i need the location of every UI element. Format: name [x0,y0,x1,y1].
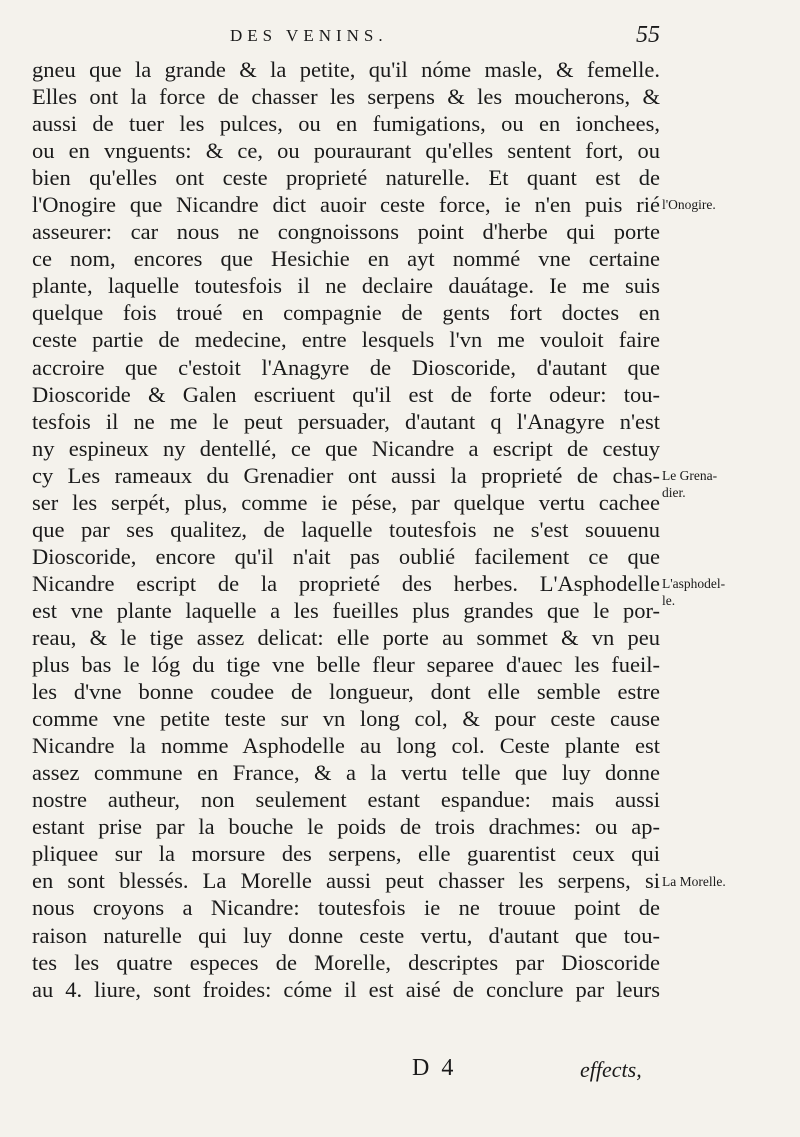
text-line: raison naturelle qui luy donne ceste vertu, d'autant que tou- [32,922,660,948]
text-line: cy Les rameaux du Grenadier ont aussi la proprieté de chas- [32,462,660,488]
text-line: ser les serpét, plus, comme ie pése, par quelque vertu cachee [32,489,660,515]
text-line: comme vne petite teste sur vn long col, & pour ceste cause [32,706,660,732]
text-line: gneu que la grande & la petite, qu'il nóme masle, & femelle. [32,57,660,82]
text-line: est vne plante laquelle a les fueilles plus grandes que le por- [32,597,660,623]
text-line: reau, & le tige assez delicat: elle porte au sommet & vn peu [32,624,660,650]
text-line: plante, laquelle toutesfois il ne declaire dauátage. Ie me suis [32,273,660,299]
text-line: les d'vne bonne coudee de longueur, dont elle semble estre [32,679,660,705]
text-line: au 4. liure, sont froides: cóme il est aisé de conclure par leurs [32,976,660,1002]
text-line: Elles ont la force de chasser les serpens & les moucherons, & [32,84,660,110]
text-line: Nicandre la nomme Asphodelle au long col. Ceste plante est [32,733,660,759]
text-line: ce nom, encores que Hesichie en ayt nommé vne certaine [32,246,660,272]
margin-note-line: le. [662,592,676,608]
text-line: bien qu'elles ont ceste proprieté naturelle. Et quant est de [32,165,660,191]
text-line: Nicandre escript de la proprieté des herbes. L'Asphodelle [32,570,660,596]
text-line: Dioscoride & Galen escriuent qu'il est de forte odeur: tou- [32,381,660,407]
text-line: l'Onogire que Nicandre dict auoir ceste force, ie n'en puis rié [32,192,660,218]
text-line: ny espineux ny dentellé, ce que Nicandre a escript de cestuy [32,435,660,461]
margin-note [662,196,794,213]
text-line: accroire que c'estoit l'Anagyre de Dioscoride, d'autant que [32,354,660,380]
margin-note-line: Le Grena- [662,467,718,483]
text-line: nous croyons a Nicandre: toutesfois ie ne trouue point de [32,895,660,921]
margin-note [662,873,794,890]
margin-note [662,575,794,609]
text-line: plus bas le lóg du tige vne belle fleur separee d'auec les fueil- [32,652,660,678]
body-text [32,56,660,1003]
margin-note [662,467,794,501]
text-line: ou en vnguents: & ce, ou pouraurant qu'elles sentent fort, ou [32,138,660,164]
margin-note-line: l'Onogire. [662,197,716,213]
text-line: tes les quatre especes de Morelle, descriptes par Dioscoride [32,949,660,975]
margin-note-line: L'asphodel- [662,575,726,591]
text-line: ceste partie de medecine, entre lesquels l'vn me vouloit faire [32,327,660,353]
signature-mark: D 4 [412,1055,457,1081]
text-line: aussi de tuer les pulces, ou en fumigations, ou en ionchees, [32,111,660,137]
catchword: effects, [580,1057,642,1082]
text-line: assez commune en France, & a la vertu telle que luy donne [32,760,660,786]
text-line: pliquee sur la morsure des serpens, elle guarentist ceux qui [32,841,660,867]
margin-note-line: La Morelle. [662,873,726,889]
text-line: Dioscoride, encore qu'il n'ait pas oublié facilement ce que [32,543,660,569]
text-line: nostre autheur, non seulement estant espandue: mais aussi [32,787,660,813]
text-line: en sont blessés. La Morelle aussi peut chasser les serpens, si [32,868,660,894]
text-line: que par ses qualitez, de laquelle toutesfois ne s'est souuenu [32,516,660,542]
text-line: estant prise par la bouche le poids de trois drachmes: ou ap- [32,814,660,840]
text-line: tesfois il ne me le peut persuader, d'autant q l'Anagyre n'est [32,408,660,434]
text-line: quelque fois troué en compagnie de gents fort doctes en [32,300,660,326]
running-head: DES VENINS. [230,26,388,45]
text-line: asseurer: car nous ne congnoissons point d'herbe qui porte [32,219,660,245]
margin-note-line: dier. [662,484,686,500]
page-number: 55 [636,22,660,48]
